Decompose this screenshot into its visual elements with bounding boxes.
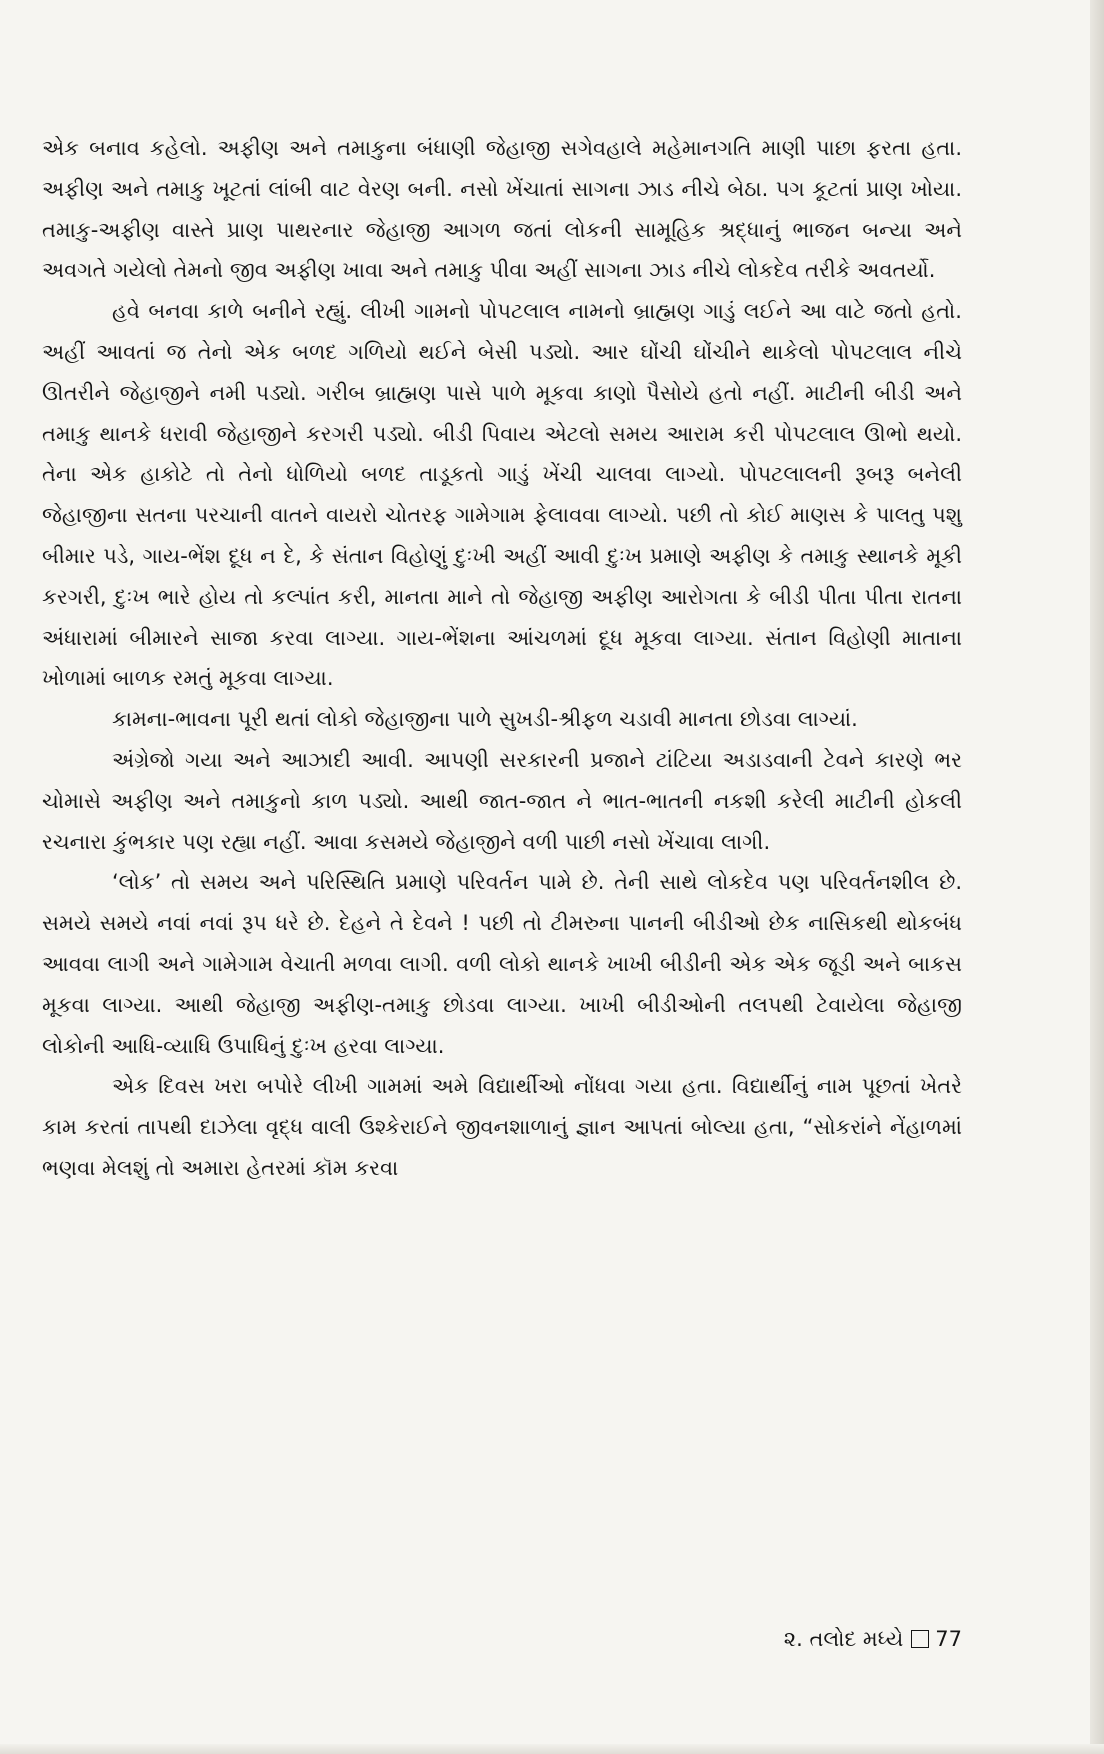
paragraph-3: કામના-ભાવના પૂરી થતાં લોકો જેહાજીના પાળે સુખડી-શ્રીફળ ચડાવી માનતા છોડવા લાગ્યાં.: [112, 707, 858, 732]
page-edge-shadow: [1090, 0, 1104, 1754]
square-box-icon: [911, 1630, 929, 1648]
body-text: [42, 128, 962, 1189]
page-footer: [740, 1624, 962, 1654]
paragraph-2: હવે બનવા કાળે બનીને રહ્યું. લીખી ગામનો પોપટલાલ નામનો બ્રાહ્મણ ગાડું લઈને આ વાટે જતો હતો. અહીં આવતાં જ તેનો એક બળદ ગળિયો થઈને બેસી પડ્યો. આર ઘોંચી ઘોંચીને થાકેલો પોપટલાલ નીચે ઊતરીને જેહાજીને નમી પડ્યો. ગરીબ બ્રાહ્મણ પાસે પાળે મૂકવા કાણો પૈસોયે હતો નહીં. માટીની બીડી અને તમાકુ થાનકે ધરાવી જેહાજીને કરગરી પડ્યો. બીડી પિવાય એટલો સમય આરામ કરી પોપટલાલ ઊભો થયો. તેના એક હાકોટે તો તેનો ધોળિયો બળદ તાડૂકતો ગાડું ખેંચી ચાલવા લાગ્યો. પોપટલાલની રૂબરૂ બનેલી જેહાજીના સતના પરચાની વાતને વાયરો ચોતરફ ગામેગામ ફેલાવવા લાગ્યો. પછી તો કોઈ માણસ કે પાલતુ પશુ બીમાર પડે, ગાય-ભેંશ દૂધ ન દે, કે સંતાન વિહોણું દુઃખી અહીં આવી દુઃખ પ્રમાણે અફીણ કે તમાકુ સ્થાનકે મૂકી કરગરી, દુઃખ ભારે હોય તો કલ્પાંત કરી, માનતા માને તો જેહાજી અફીણ આરોગતા કે બીડી પીતા પીતા રાતના અંધારામાં બીમારને સાજા કરવા લાગ્યા. ગાય-ભેંશના આંચળમાં દૂધ મૂકવા લાગ્યા. સંતાન વિહોણી માતાના ખોળામાં બાળક રમતું મૂકવા લાગ્યા.: [42, 299, 962, 691]
page-number: 77: [935, 1627, 962, 1651]
paragraph-4: અંગ્રેજો ગયા અને આઝાદી આવી. આપણી સરકારની પ્રજાને ટાંટિયા અડાડવાની ટેવને કારણે ભર ચોમાસે અફીણ અને તમાકુનો કાળ પડ્યો. આથી જાત-જાત ને ભાત-ભાતની નકશી કરેલી માટીની હોકલી રચનારા કુંભકાર પણ રહ્યા નહીં. આવા કસમયે જેહાજીને વળી પાછી નસો ખેંચાવા લાગી.: [42, 747, 962, 854]
paragraph-1: એક બનાવ કહેલો. અફીણ અને તમાકુના બંધાણી જેહાજી સગેવહાલે મહેમાનગતિ માણી પાછા ફરતા હતા. અફીણ અને તમાકુ ખૂટતાં લાંબી વાટ વેરણ બની. નસો ખેંચાતાં સાગના ઝાડ નીચે બેઠા. પગ કૂટતાં પ્રાણ ખોયા. તમાકુ-અફીણ વાસ્તે પ્રાણ પાથરનાર જેહાજી આગળ જતાં લોકની સામૂહિક શ્રદ્ધાનું ભાજન બન્યા અને અવગતે ગયેલો તેમનો જીવ અફીણ ખાવા અને તમાકુ પીવા અહીં સાગના ઝાડ નીચે લોકદેવ તરીકે અવતર્યો.: [42, 136, 962, 283]
page-bottom-edge: [0, 1744, 1104, 1754]
paragraph-6: એક દિવસ ખરા બપોરે લીખી ગામમાં અમે વિદ્યાર્થીઓ નોંધવા ગયા હતા. વિદ્યાર્થીનું નામ પૂછતાં ખેતરે કામ કરતાં તાપથી દાઝેલા વૃદ્ધ વાલી ઉશ્કેરાઈને જીવનશાળાનું જ્ઞાન આપતાં બોલ્યા હતા, “સોકરાંને નેંહાળમાં ભણવા મેલશું તો અમારા હેતરમાં કૉમ કરવા: [42, 1074, 962, 1180]
running-head: ૨. તલોદ મધ્યે: [783, 1627, 904, 1651]
paragraph-5: ‘લોક’ તો સમય અને પરિસ્થિતિ પ્રમાણે પરિવર્તન પામે છે. તેની સાથે લોકદેવ પણ પરિવર્તનશીલ છે. સમયે સમયે નવાં નવાં રૂપ ધરે છે. દેહને તે દેવને ! પછી તો ટીમરુના પાનની બીડીઓ છેક નાસિકથી થોકબંધ આવવા લાગી અને ગામેગામ વેચાતી મળવા લાગી. વળી લોકો થાનકે ખાખી બીડીની એક એક જૂડી અને બાકસ મૂકવા લાગ્યા. આથી જેહાજી અફીણ-તમાકુ છોડવા લાગ્યા. ખાખી બીડીઓની તલપથી ટેવાયેલા જેહાજી લોકોની આધિ-વ્યાધિ ઉપાધિનું દુઃખ હરવા લાગ્યા.: [42, 870, 962, 1058]
